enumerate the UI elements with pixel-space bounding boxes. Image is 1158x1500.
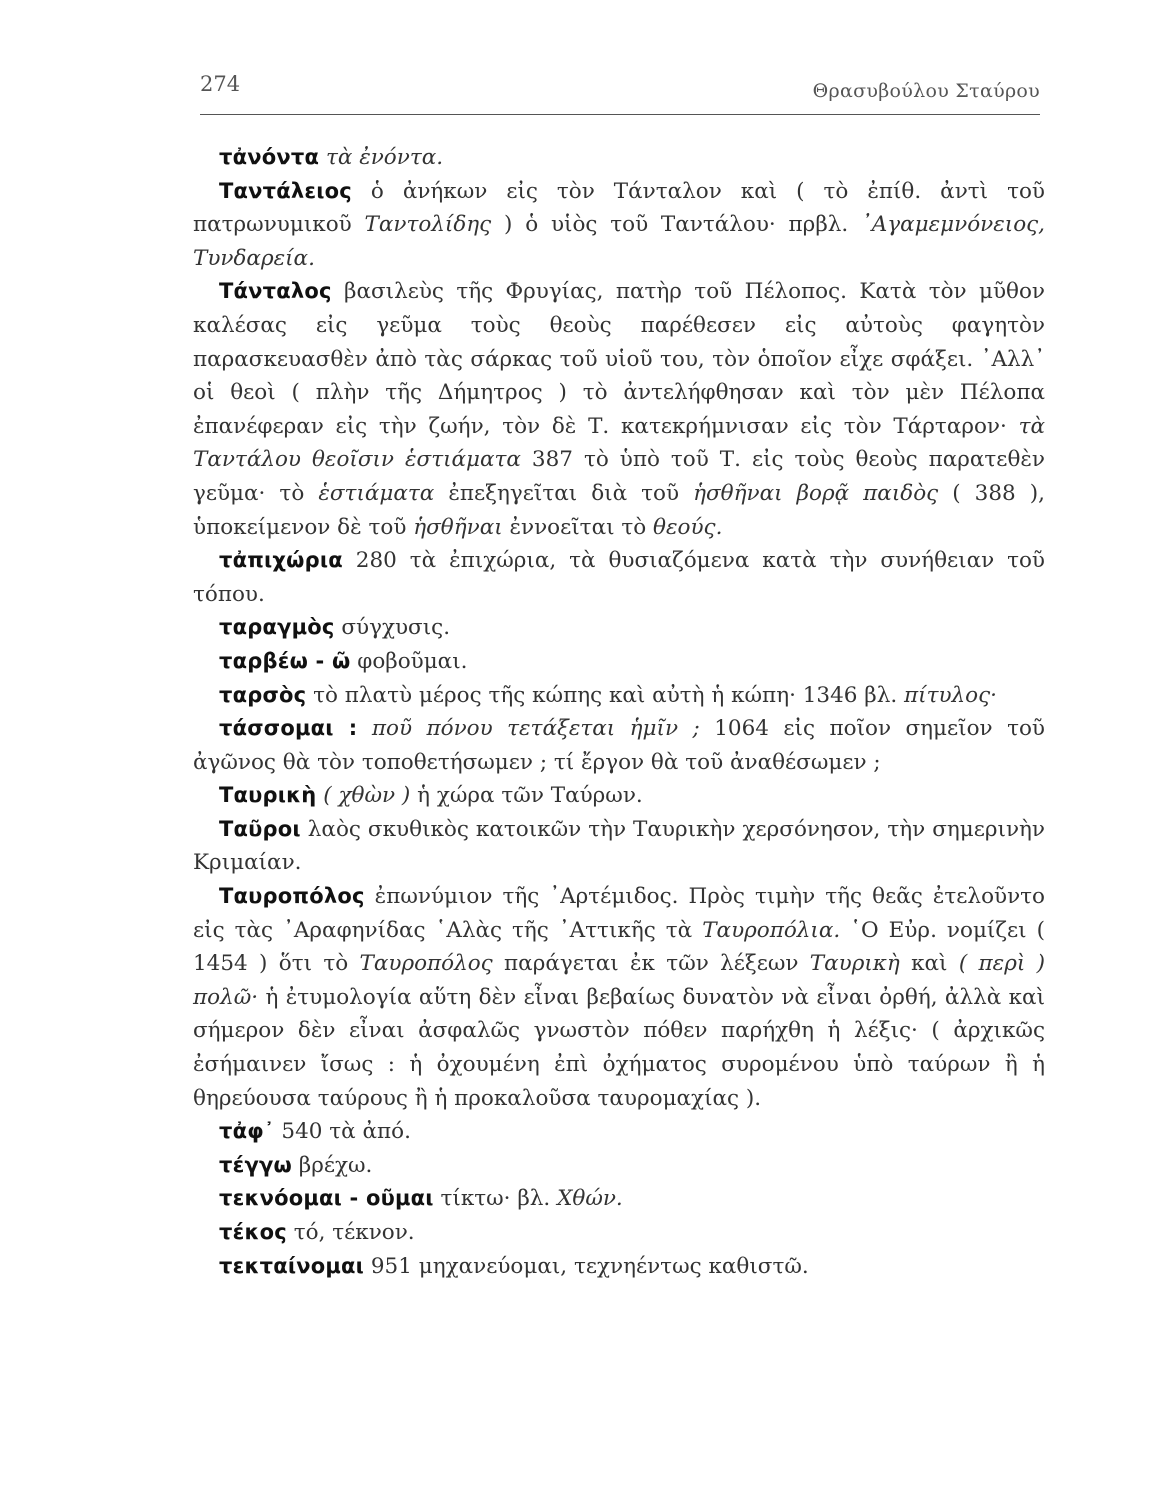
entry-segment: ( περὶ ) πολῶ· <box>193 951 1045 1010</box>
dictionary-entries <box>193 141 1045 1283</box>
entry-segment: Ταυροπόλια. <box>702 917 841 943</box>
entry-segment: καὶ <box>899 951 959 977</box>
entry-lemma: τεκνόομαι - οῦμαι <box>219 1186 434 1211</box>
dictionary-entry <box>193 813 1045 880</box>
entry-lemma: Ταντάλειος <box>219 178 352 203</box>
entry-segment: ἡ χώρα τῶν Ταύρων. <box>410 783 643 809</box>
entry-lemma: τέγγω <box>219 1152 292 1177</box>
entry-lemma: τἀφ᾿ <box>219 1119 275 1144</box>
entry-segment: ἡσθῆναι βορᾷ παιδὸς <box>693 480 939 506</box>
entry-segment: ἐπεξηγεῖται διὰ τοῦ <box>434 480 694 506</box>
running-title: Θρασυβούλου Σταύρου <box>812 80 1040 102</box>
entry-segment: σύγχυσις. <box>334 615 451 641</box>
entry-segment: τὰ Ταντάλου θεοῖσιν ἑστιάματα <box>193 413 1045 473</box>
entry-segment: 540 τὰ ἀπό. <box>274 1119 411 1145</box>
dictionary-entry <box>193 1182 1045 1216</box>
entry-segment: ποῦ πόνου τετάξεται ἡμῖν ; <box>371 716 700 742</box>
entry-lemma: ταρσὸς <box>219 682 307 707</box>
entry-segment: ( 388 ), ὑποκείμενον δὲ τοῦ <box>193 480 1045 540</box>
dictionary-entry <box>193 779 1045 813</box>
entry-segment: θεούς. <box>653 514 723 540</box>
entry-lemma: τεκταίνομαι <box>219 1253 365 1278</box>
entry-segment: ἡσθῆναι <box>413 514 503 540</box>
entry-segment: ἑστιάματα <box>318 480 435 506</box>
entry-lemma: τἀπιχώρια <box>219 548 343 573</box>
entry-lemma: ταρβέω - ῶ <box>219 648 351 673</box>
dictionary-entry <box>193 1115 1045 1149</box>
entry-segment: Ταυρικὴ <box>809 951 900 977</box>
entry-segment: Ταυροπόλος <box>359 951 493 977</box>
entry-segment: τὸ πλατὺ μέρος τῆς κώπης καὶ αὐτὴ ἡ κώπη· 1346 βλ. <box>306 682 905 708</box>
dictionary-entry <box>193 175 1045 276</box>
dictionary-entry <box>193 275 1045 544</box>
dictionary-entry <box>193 544 1045 611</box>
dictionary-entry <box>193 1250 1045 1284</box>
entry-lemma: Ταῦροι <box>219 816 301 841</box>
entry-segment: 1064 εἰς ποῖον σημεῖον τοῦ ἀγῶνος θὰ τὸν τοποθετήσωμεν ; τί ἔργον θὰ τοῦ ἀναθέσωμεν ; <box>193 716 1045 775</box>
entry-segment: Χθών. <box>557 1186 623 1212</box>
entry-segment: φοβοῦμαι. <box>350 648 468 674</box>
entry-lemma: τἀνόντα <box>219 145 320 169</box>
entry-segment: ἐπωνύμιον τῆς ᾿Αρτέμιδος. Πρὸς τιμὴν τῆς θεᾶς ἐτελοῦντο εἰς τὰς ᾿Αραφηνίδας ῾Αλὰς τῆς ᾿Αττικῆς τὰ <box>193 884 1045 943</box>
entry-segment: ἡ ἐτυμολογία αὕτη δὲν εἶναι βεβαίως δυνατὸν νὰ εἶναι ὀρθή, ἀλλὰ καὶ σήμερον δὲν εἶναι ἀσφαλῶς γνωστὸν πόθεν παρήχθη ἡ λέξις· ( ἀρχικῶς ἐσήμαινεν ἴσως : ἡ ὀχουμένη ἐπὶ ὀχήματος συρομένου ὑπὸ ταύρων ἢ ἡ θηρεύουσα ταύρους ἢ ἡ προκαλοῦσα ταυρομαχίας ). <box>193 984 1045 1111</box>
dictionary-entry <box>193 679 1045 713</box>
page-header <box>200 70 1040 115</box>
entry-segment: ᾿Αγαμεμνόνειος, Τυνδαρεία. <box>193 212 1046 271</box>
entry-segment: πίτυλος· <box>904 682 997 708</box>
entry-segment: τίκτω· βλ. <box>433 1186 558 1212</box>
entry-segment: ) ὁ υἱὸς τοῦ Ταντάλου· πρβλ. <box>491 212 862 238</box>
entry-segment: βρέχω. <box>291 1152 373 1178</box>
entry-lemma: Ταυροπόλος <box>219 884 365 909</box>
entry-segment: Ταντολίδης <box>364 212 492 238</box>
dictionary-entry <box>193 645 1045 679</box>
dictionary-entry <box>193 141 1045 175</box>
entry-lemma: τάσσομαι : <box>219 716 358 741</box>
entry-segment: ῾Ο Εὐρ. νομίζει ( 1454 ) ὅτι τὸ <box>193 917 1045 977</box>
dictionary-entry <box>193 880 1045 1115</box>
entry-segment <box>357 716 371 741</box>
entry-segment: 951 μηχανεύομαι, τεχνηέντως καθιστῶ. <box>364 1253 809 1279</box>
entry-segment: λαὸς σκυθικὸς κατοικῶν τὴν Ταυρικὴν χερσόνησον, τὴν σημερινὴν Κριμαίαν. <box>193 816 1045 876</box>
entry-lemma: Ταυρικὴ <box>219 783 317 808</box>
entry-segment: ( χθὼν ) <box>323 783 411 809</box>
dictionary-entry <box>193 712 1045 779</box>
entry-segment: 387 τὸ ὑπὸ τοῦ Τ. εἰς τοὺς θεοὺς παρατεθὲν γεῦμα· τὸ <box>193 447 1045 506</box>
entry-lemma: ταραγμὸς <box>219 615 335 640</box>
entry-lemma: τέκος <box>219 1220 287 1244</box>
entry-segment: παράγεται ἐκ τῶν λέξεων <box>492 951 810 977</box>
entry-segment: τό, τέκνον. <box>286 1220 415 1245</box>
page-number: 274 <box>200 72 241 96</box>
entry-lemma: Τάνταλος <box>219 279 332 304</box>
dictionary-entry <box>193 611 1045 645</box>
entry-segment: βασιλεὺς τῆς Φρυγίας, πατὴρ τοῦ Πέλοπος. Κατὰ τὸν μῦθον καλέσας εἰς γεῦμα τοὺς θεοὺς παρέθεσεν εἰς αὐτοὺς φαγητὸν παρασκευασθὲν ἀπὸ τὰς σάρκας τοῦ υἱοῦ του, τὸν ὁποῖον εἶχε σφάξει. ᾿Αλλ᾿ οἱ θεοὶ ( πλὴν τῆς Δήμητρος ) τὸ ἀντελήφθησαν καὶ τὸν μὲν Πέλοπα ἐπανέφεραν εἰς τὴν ζωήν, τὸν δὲ Τ. κατεκρήμνισαν εἰς τὸν Τάρταρον· <box>193 279 1045 439</box>
entry-segment: 280 τὰ ἐπιχώρια, τὰ θυσιαζόμενα κατὰ τὴν συνήθειαν τοῦ τόπου. <box>193 548 1045 607</box>
dictionary-entry <box>193 1149 1045 1183</box>
entry-segment: τὰ ἐνόντα. <box>319 145 444 170</box>
entry-segment: ἐννοεῖται τὸ <box>502 514 654 540</box>
dictionary-entry <box>193 1216 1045 1250</box>
entry-segment: ὁ ἀνήκων εἰς τὸν Τάνταλον καὶ ( τὸ ἐπίθ. ἀντὶ τοῦ πατρωνυμικοῦ <box>193 178 1045 238</box>
